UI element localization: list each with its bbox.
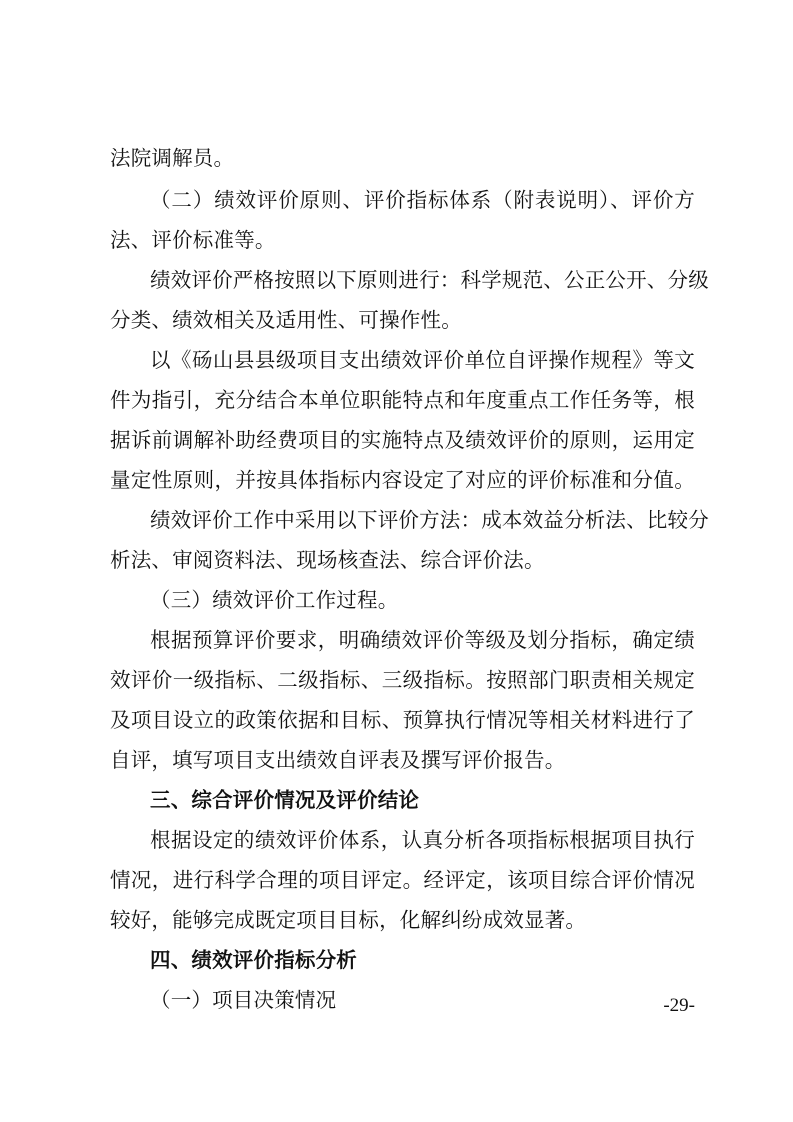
paragraph-line: 件为指引，充分结合本单位职能特点和年度重点工作任务等，根 xyxy=(110,388,695,412)
paragraph-line: 绩效评价严格按照以下原则进行：科学规范、公正公开、分级 xyxy=(150,268,709,292)
paragraph-line: 情况，进行科学合理的项目评定。经评定，该项目综合评价情况 xyxy=(110,868,695,892)
paragraph-line: 析法、审阅资料法、现场核查法、综合评价法。 xyxy=(110,548,545,572)
paragraph-line: 自评，填写项目支出绩效自评表及撰写评价报告。 xyxy=(110,748,566,772)
subsection-heading-1: （一）项目决策情况 xyxy=(150,988,337,1012)
paragraph-line: 法、评价标准等。 xyxy=(110,228,276,252)
paragraph-line: 根据预算评价要求，明确绩效评价等级及划分指标，确定绩 xyxy=(150,628,695,652)
paragraph-line: 量定性原则，并按具体指标内容设定了对应的评价标准和分值。 xyxy=(110,468,695,492)
page-number: -29- xyxy=(663,995,695,1016)
paragraph-line: 绩效评价工作中采用以下评价方法：成本效益分析法、比较分 xyxy=(150,508,709,532)
paragraph-line: 根据设定的绩效评价体系，认真分析各项指标根据项目执行 xyxy=(150,828,695,852)
paragraph-line: 及项目设立的政策依据和目标、预算执行情况等相关材料进行了 xyxy=(110,708,695,732)
section-heading-3: 三、综合评价情况及评价结论 xyxy=(150,788,420,812)
paragraph-line: 法院调解员。 xyxy=(110,146,235,170)
subsection-heading-3: （三）绩效评价工作过程。 xyxy=(150,588,399,612)
section-heading-4: 四、绩效评价指标分析 xyxy=(150,948,357,972)
paragraph-line: 以《砀山县县级项目支出绩效评价单位自评操作规程》等文 xyxy=(150,348,695,372)
paragraph-line: 分类、绩效相关及适用性、可操作性。 xyxy=(110,308,462,332)
paragraph-line: 较好，能够完成既定项目目标，化解纠纷成效显著。 xyxy=(110,908,587,932)
paragraph-line: 效评价一级指标、二级指标、三级指标。按照部门职责相关规定 xyxy=(110,668,695,692)
subsection-heading-2: （二）绩效评价原则、评价指标体系（附表说明）、评价方 xyxy=(150,188,695,212)
paragraph-line: 据诉前调解补助经费项目的实施特点及绩效评价的原则，运用定 xyxy=(110,428,695,452)
